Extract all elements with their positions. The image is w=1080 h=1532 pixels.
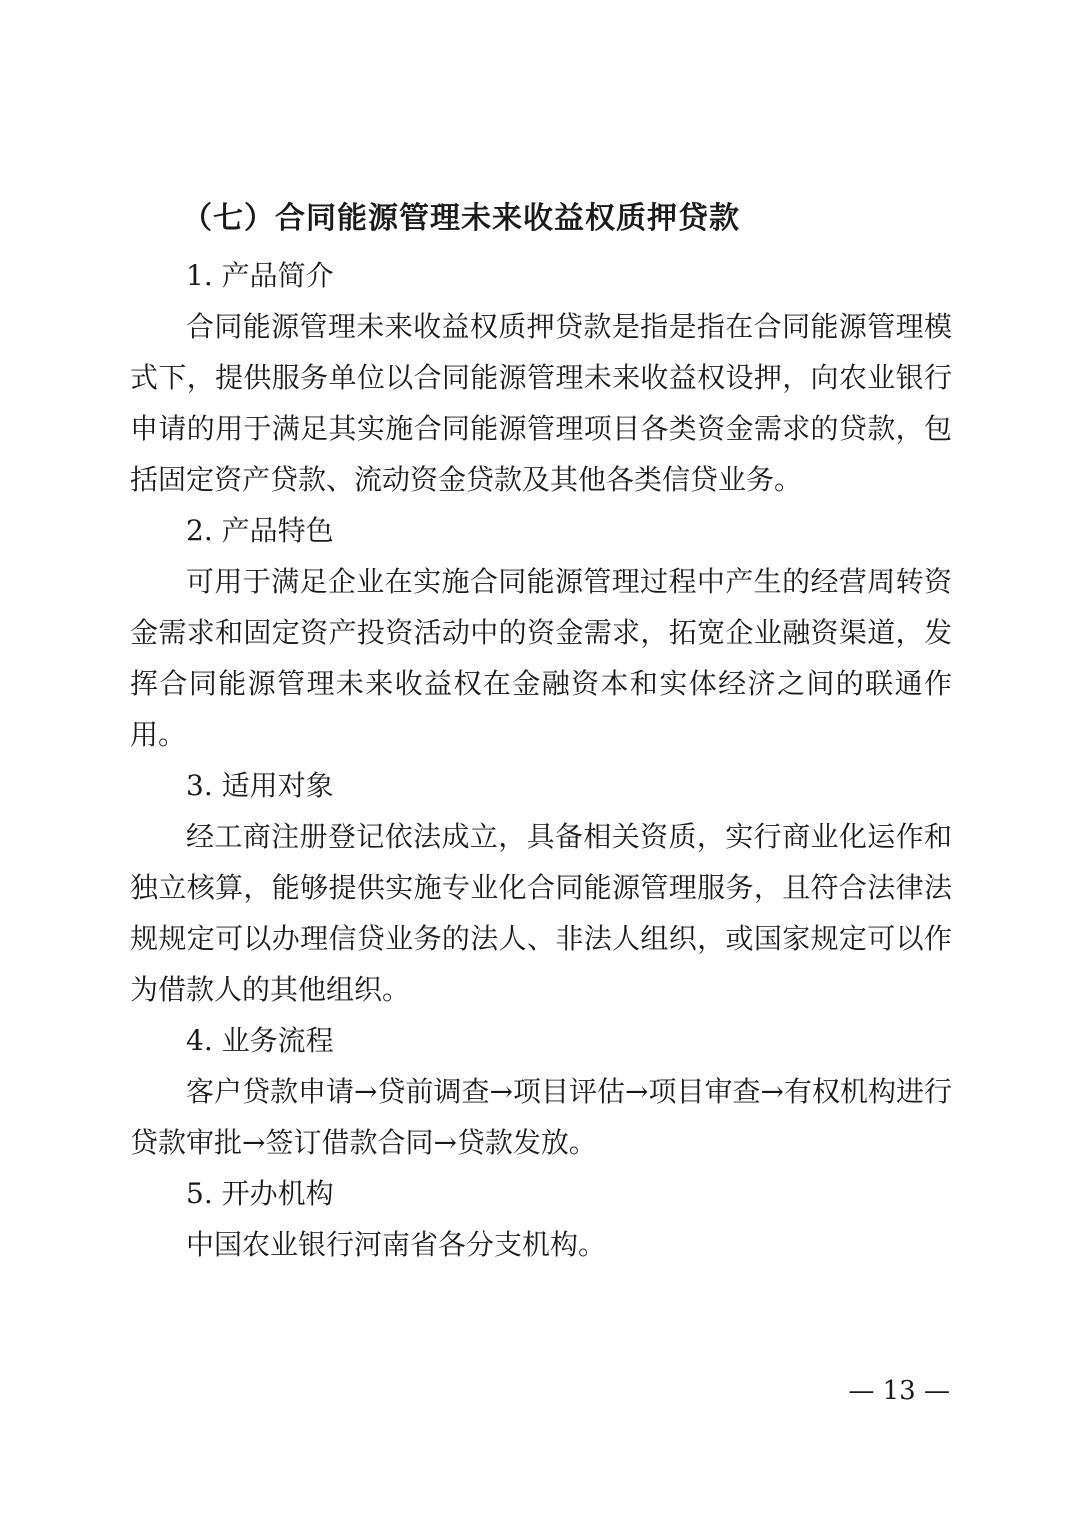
section-product-features: [130, 505, 952, 760]
sub-heading-product-features: 2. 产品特色: [186, 514, 334, 547]
paragraph-operating-institutions: 中国农业银行河南省各分支机构。: [186, 1228, 607, 1261]
section-title: （七）合同能源管理未来收益权质押贷款: [182, 201, 740, 236]
page-body: [130, 188, 952, 1270]
section-product-intro: [130, 250, 952, 505]
paragraph-product-intro: 合同能源管理未来收益权质押贷款是指是指在合同能源管理模式下，提供服务单位以合同能源管理未来收益权设押，向农业银行申请的用于满足其实施合同能源管理项目各类资金需求的贷款，包括固定资产贷款、流动资金贷款及其他各类信贷业务。: [130, 310, 952, 496]
sub-heading-product-intro: 1. 产品简介: [186, 259, 334, 292]
section-operating-institutions: [130, 1168, 952, 1270]
sub-heading-business-process: 4. 业务流程: [186, 1024, 334, 1057]
sub-heading-applicable-targets: 3. 适用对象: [186, 769, 334, 802]
sub-heading-operating-institutions: 5. 开办机构: [186, 1177, 334, 1210]
page-number: — 13 —: [848, 1376, 950, 1406]
section-applicable-targets: [130, 760, 952, 1015]
paragraph-product-features: 可用于满足企业在实施合同能源管理过程中产生的经营周转资金需求和固定资产投资活动中的资金需求，拓宽企业融资渠道，发挥合同能源管理未来收益权在金融资本和实体经济之间的联通作用。: [130, 565, 952, 751]
paragraph-applicable-targets: 经工商注册登记依法成立，具备相关资质，实行商业化运作和独立核算，能够提供实施专业化合同能源管理服务，且符合法律法规规定可以办理信贷业务的法人、非法人组织，或国家规定可以作为借款人的其他组织。: [130, 820, 952, 1006]
paragraph-business-process: 客户贷款申请→贷前调查→项目评估→项目审查→有权机构进行贷款审批→签订借款合同→贷款发放。: [130, 1075, 952, 1159]
section-business-process: [130, 1015, 952, 1168]
